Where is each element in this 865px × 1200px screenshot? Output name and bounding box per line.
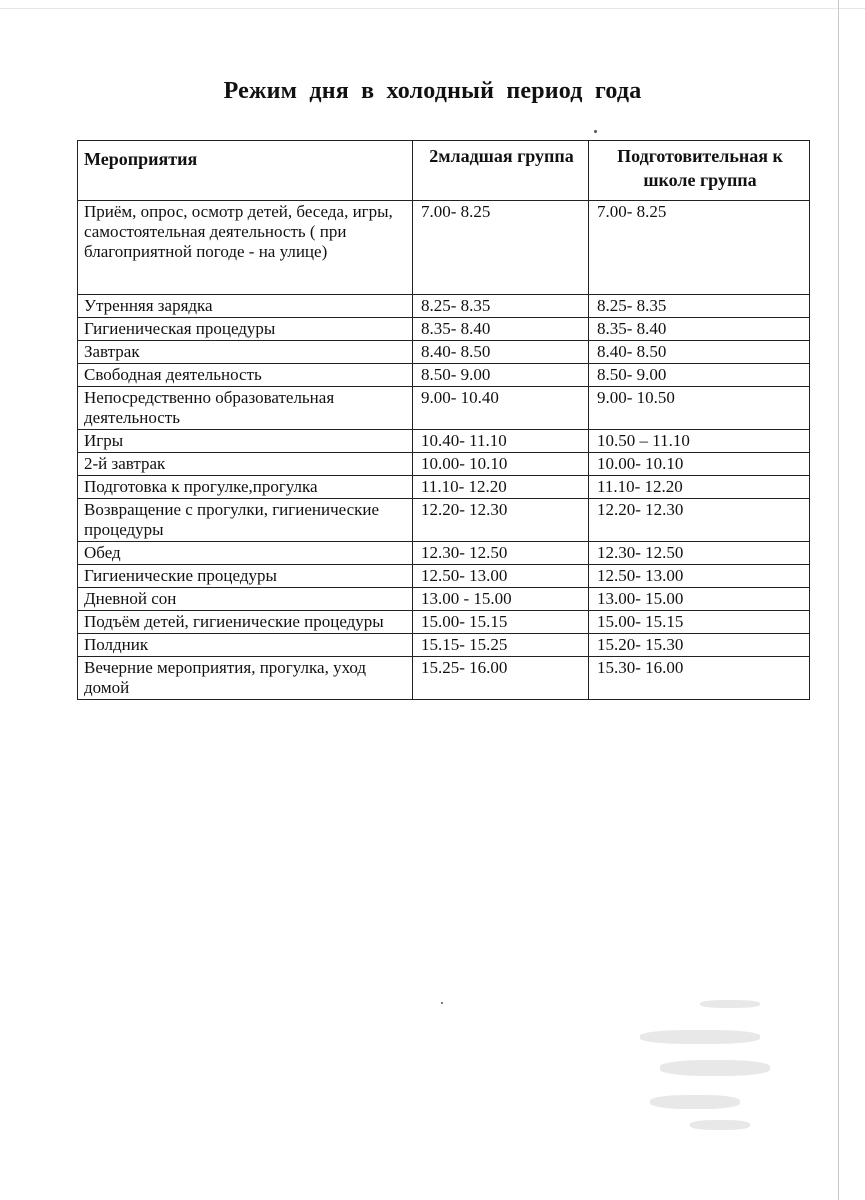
scan-smudge (660, 1060, 770, 1076)
scan-speck (441, 1002, 443, 1004)
scan-smudge (700, 1000, 760, 1008)
table-header-row (78, 141, 810, 201)
prep-time-cell: 10.50 – 11.10 (589, 430, 810, 453)
activity-cell: Гигиеническая процедуры (78, 318, 413, 341)
header-activity: Мероприятия (78, 141, 413, 201)
junior-time-cell: 15.15- 15.25 (413, 634, 589, 657)
prep-time-cell: 13.00- 15.00 (589, 588, 810, 611)
page-edge-right (838, 0, 839, 1200)
page-edge-top (0, 8, 865, 9)
table-row (78, 542, 810, 565)
junior-time-cell: 7.00- 8.25 (413, 201, 589, 295)
junior-time-cell: 8.25- 8.35 (413, 295, 589, 318)
activity-cell: Подъём детей, гигиенические процедуры (78, 611, 413, 634)
prep-time-cell: 8.35- 8.40 (589, 318, 810, 341)
table-row (78, 318, 810, 341)
prep-time-cell: 15.30- 16.00 (589, 657, 810, 700)
junior-time-cell: 11.10- 12.20 (413, 476, 589, 499)
scan-smudge (650, 1095, 740, 1109)
junior-time-cell: 8.50- 9.00 (413, 364, 589, 387)
junior-time-cell: 8.35- 8.40 (413, 318, 589, 341)
table-row (78, 588, 810, 611)
header-group-junior: 2младшая группа (413, 141, 589, 201)
junior-time-cell: 12.50- 13.00 (413, 565, 589, 588)
activity-cell: Гигиенические процедуры (78, 565, 413, 588)
scan-speck (594, 130, 597, 133)
activity-cell: Обед (78, 542, 413, 565)
junior-time-cell: 9.00- 10.40 (413, 387, 589, 430)
activity-cell: Непосредственно образовательная деятельность (78, 387, 413, 430)
prep-time-cell: 8.40- 8.50 (589, 341, 810, 364)
table-row (78, 657, 810, 700)
junior-time-cell: 13.00 - 15.00 (413, 588, 589, 611)
prep-time-cell: 15.20- 15.30 (589, 634, 810, 657)
junior-time-cell: 10.40- 11.10 (413, 430, 589, 453)
schedule-table (77, 140, 810, 700)
table-row (78, 565, 810, 588)
activity-cell: Свободная деятельность (78, 364, 413, 387)
page-title: Режим дня в холодный период года (223, 78, 642, 104)
prep-time-cell: 11.10- 12.20 (589, 476, 810, 499)
table-row (78, 387, 810, 430)
header-group-prep: Подготовительная к школе группа (589, 141, 810, 201)
activity-cell: Дневной сон (78, 588, 413, 611)
junior-time-cell: 15.25- 16.00 (413, 657, 589, 700)
table-row (78, 201, 810, 295)
junior-time-cell: 12.30- 12.50 (413, 542, 589, 565)
table-row (78, 453, 810, 476)
prep-time-cell: 12.20- 12.30 (589, 499, 810, 542)
activity-cell: Полдник (78, 634, 413, 657)
activity-cell: 2-й завтрак (78, 453, 413, 476)
prep-time-cell: 12.50- 13.00 (589, 565, 810, 588)
table-row (78, 611, 810, 634)
prep-time-cell: 12.30- 12.50 (589, 542, 810, 565)
prep-time-cell: 8.25- 8.35 (589, 295, 810, 318)
junior-time-cell: 8.40- 8.50 (413, 341, 589, 364)
table-row (78, 634, 810, 657)
activity-cell: Вечерние мероприятия, прогулка, уход домой (78, 657, 413, 700)
table-row (78, 295, 810, 318)
table-row (78, 499, 810, 542)
prep-time-cell: 7.00- 8.25 (589, 201, 810, 295)
table-row (78, 341, 810, 364)
activity-cell: Возвращение с прогулки, гигиенические процедуры (78, 499, 413, 542)
prep-time-cell: 15.00- 15.15 (589, 611, 810, 634)
junior-time-cell: 15.00- 15.15 (413, 611, 589, 634)
prep-time-cell: 9.00- 10.50 (589, 387, 810, 430)
junior-time-cell: 10.00- 10.10 (413, 453, 589, 476)
table-row (78, 430, 810, 453)
prep-time-cell: 10.00- 10.10 (589, 453, 810, 476)
table-row (78, 364, 810, 387)
activity-cell: Игры (78, 430, 413, 453)
activity-cell: Завтрак (78, 341, 413, 364)
activity-cell: Подготовка к прогулке,прогулка (78, 476, 413, 499)
prep-time-cell: 8.50- 9.00 (589, 364, 810, 387)
scan-smudge (690, 1120, 750, 1130)
junior-time-cell: 12.20- 12.30 (413, 499, 589, 542)
table-row (78, 476, 810, 499)
activity-cell: Утренняя зарядка (78, 295, 413, 318)
activity-cell: Приём, опрос, осмотр детей, беседа, игры, самостоятельная деятельность ( при благоприятной погоде - на улице) (78, 201, 413, 295)
scan-smudge (640, 1030, 760, 1044)
